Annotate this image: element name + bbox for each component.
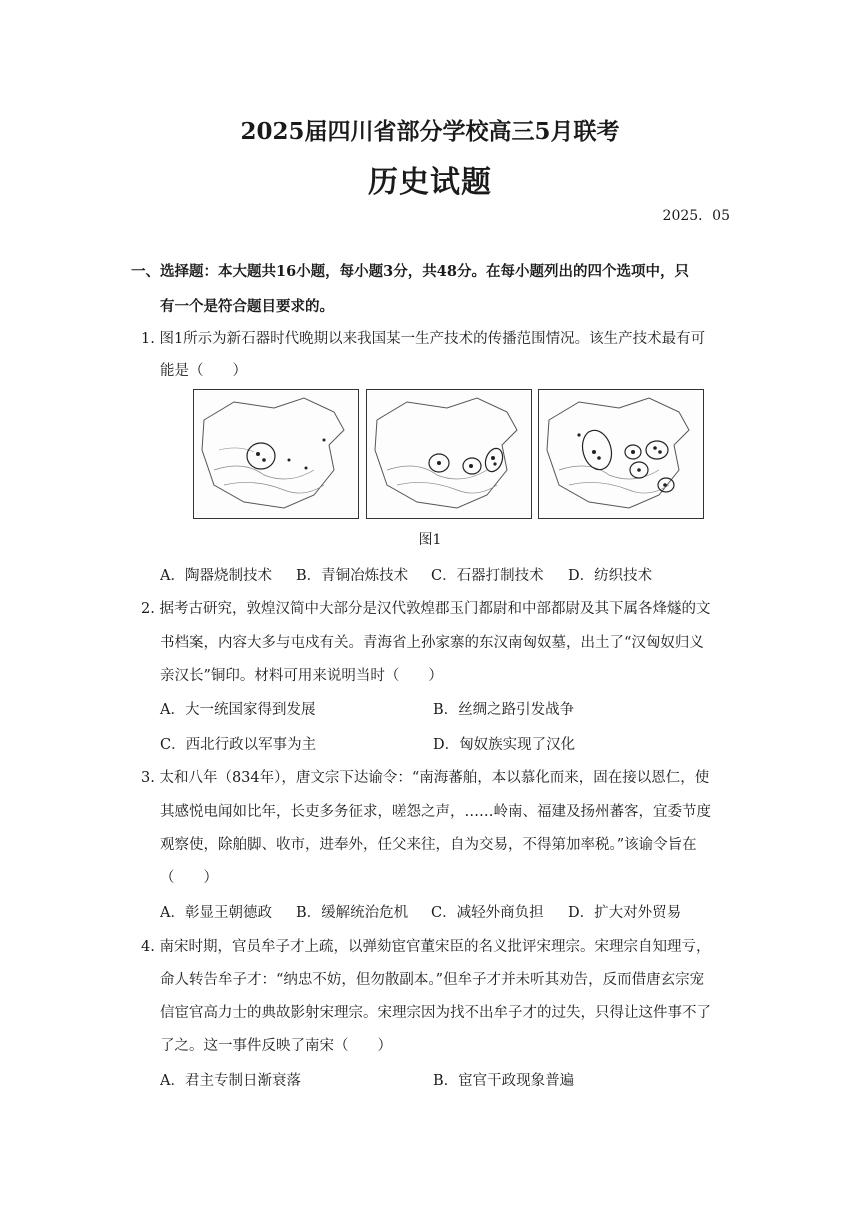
q4-line1: 4. 南宋时期，官员牟子才上疏，以弹劾宦官董宋臣的名义批评宋理宗。宋理宗自知理亏， bbox=[141, 939, 711, 955]
q2-option-a: A．大一统国家得到发展 bbox=[160, 702, 316, 718]
map-panel-3 bbox=[538, 389, 704, 519]
exam-date: 2025．05 bbox=[662, 208, 730, 224]
q4-line4: 了之。这一事件反映了南宋（ ） bbox=[160, 1038, 392, 1054]
figure-caption: 图1 bbox=[418, 532, 442, 548]
q2-line1: 2. 据考古研究，敦煌汉简中大部分是汉代敦煌郡玉门都尉和中部都尉及其下属各烽燧的文 bbox=[141, 601, 711, 617]
q1-line2: 能是（ ） bbox=[160, 363, 247, 379]
q3-option-a: A．彰显王朝德政 bbox=[160, 905, 272, 921]
q2-option-d: D．匈奴族实现了汉化 bbox=[433, 737, 576, 753]
q3-line1: 3. 太和八年（834年），唐文宗下达谕令：“南海蕃舶，本以慕化而来，固在接以恩仁，使 bbox=[141, 770, 710, 786]
q3-line3: 观察使，除舶脚、收市，进奉外，任父来往，自为交易，不得第加率税。”该谕令旨在 bbox=[160, 837, 697, 853]
q4-line3: 信宦官高力士的典故影射宋理宗。宋理宗因为找不出牟子才的过失，只得让这件事不了 bbox=[160, 1005, 711, 1021]
q4-option-b: B．宦官干政现象普遍 bbox=[433, 1073, 575, 1089]
exam-title: 2025届四川省部分学校高三5月联考 bbox=[240, 118, 620, 145]
q2-option-c: C．西北行政以军事为主 bbox=[160, 737, 317, 753]
q1-option-d: D．纺织技术 bbox=[568, 568, 653, 584]
q2-line3: 亲汉长”铜印。材料可用来说明当时（ ） bbox=[160, 668, 443, 684]
q1-line1: 1. 图1所示为新石器时代晚期以来我国某一生产技术的传播范围情况。该生产技术最有可 bbox=[141, 331, 706, 347]
q1-option-c: C．石器打制技术 bbox=[431, 568, 544, 584]
q1-option-b: B．青铜冶炼技术 bbox=[296, 568, 409, 584]
q3-line2: 其感悦电闻如比年，长吏多务征求，嗟怨之声，……岭南、福建及扬州蕃客，宜委节度 bbox=[160, 804, 711, 820]
section-heading-line2: 有一个是符合题目要求的。 bbox=[160, 298, 334, 315]
q2-line2: 书档案，内容大多与屯戍有关。青海省上孙家寨的东汉南匈奴墓，出土了“汉匈奴归义 bbox=[160, 635, 704, 651]
map-panel-2 bbox=[366, 389, 532, 519]
q3-option-c: C．减轻外商负担 bbox=[431, 905, 544, 921]
q3-line4: （ ） bbox=[160, 870, 218, 886]
q1-option-a: A．陶器烧制技术 bbox=[160, 568, 272, 584]
q3-option-d: D．扩大对外贸易 bbox=[568, 905, 682, 921]
q3-option-b: B．缓解统治危机 bbox=[296, 905, 409, 921]
q2-option-b: B．丝绸之路引发战争 bbox=[433, 702, 575, 718]
q4-option-a: A．君主专制日渐衰落 bbox=[160, 1073, 301, 1089]
q4-line2: 命人转告牟子才：“纳忠不妨，但勿散副本。”但牟子才并未听其劝告，反而借唐玄宗宠 bbox=[160, 972, 705, 988]
section-heading-line1: 一、选择题：本大题共16小题，每小题3分，共48分。在每小题列出的四个选项中，只 bbox=[131, 263, 689, 280]
subject-title: 历史试题 bbox=[368, 165, 492, 200]
map-panel-1 bbox=[193, 389, 359, 519]
